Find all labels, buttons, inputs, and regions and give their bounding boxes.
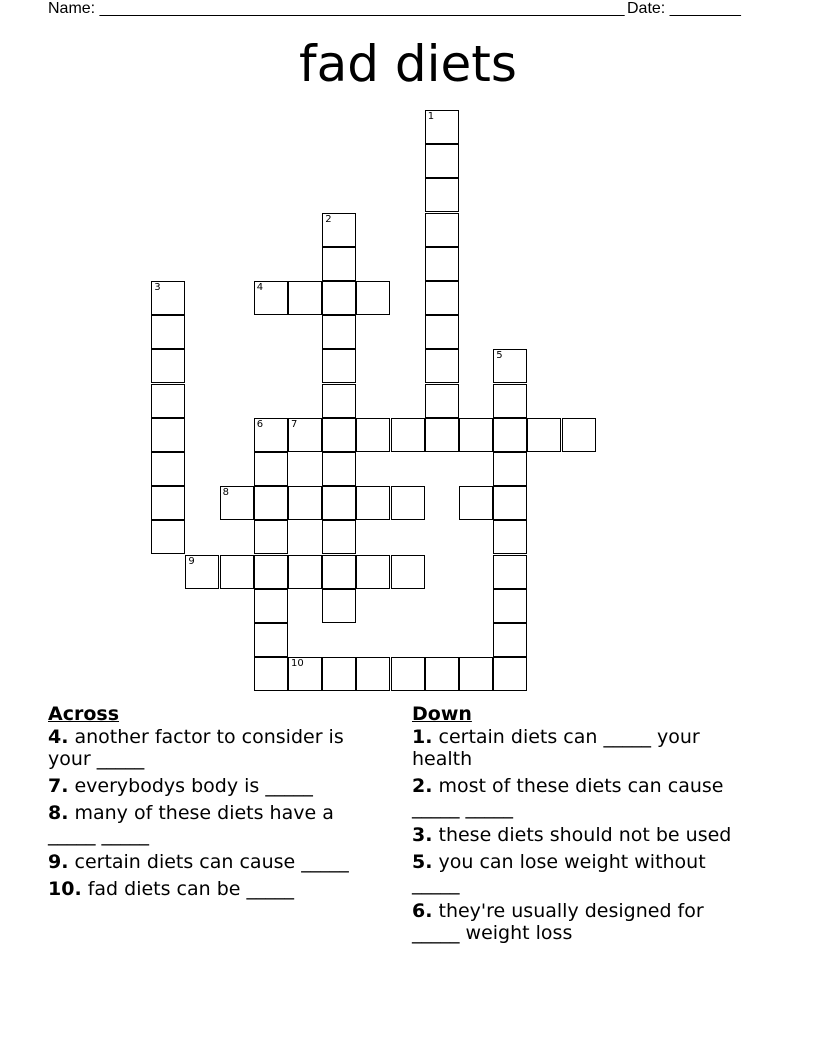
down-clue [412,900,752,944]
grid-cell[interactable] [425,281,459,315]
grid-cell[interactable] [322,520,356,554]
grid-cell[interactable] [288,657,322,691]
clue-text: many of these diets have a _____ _____ [48,802,334,846]
clue-text: everybodys body is _____ [68,775,313,797]
down-heading: Down [412,703,472,725]
grid-cell[interactable] [151,452,185,486]
clue-number: 4. [48,726,69,748]
grid-cell[interactable] [151,349,185,383]
down-clue [412,851,752,895]
grid-cell[interactable] [254,589,288,623]
down-clue [412,824,752,846]
clue-text: certain diets can _____ your health [412,726,700,770]
across-clue [48,851,378,873]
grid-cell[interactable] [151,384,185,418]
grid-cell[interactable] [493,623,527,657]
clue-number: 9. [48,851,69,873]
clue-number: 1. [412,726,433,748]
grid-cell[interactable] [322,452,356,486]
grid-cell[interactable] [151,281,185,315]
grid-cell[interactable] [527,418,561,452]
cell-number: 6 [256,418,264,430]
clue-number: 8. [48,802,69,824]
grid-cell[interactable] [391,418,425,452]
cell-number: 9 [188,555,195,567]
name-field-label: Name: ___________________________________________________________ [48,0,625,17]
down-clue [412,775,752,819]
clue-text: they're usually designed for _____ weight loss [412,900,704,944]
grid-cell[interactable] [185,555,219,589]
grid-cell[interactable] [493,520,527,554]
grid-cell[interactable] [493,452,527,486]
grid-cell[interactable] [425,418,459,452]
grid-cell[interactable] [493,418,527,452]
clue-number: 3. [412,824,433,846]
grid-cell[interactable] [356,486,390,520]
grid-cell[interactable] [254,520,288,554]
grid-cell[interactable] [493,384,527,418]
grid-cell[interactable] [322,555,356,589]
grid-cell[interactable] [425,178,459,212]
grid-cell[interactable] [493,657,527,691]
grid-cell[interactable] [151,418,185,452]
clue-text: certain diets can cause _____ [68,851,349,873]
grid-cell[interactable] [151,315,185,349]
date-field-label: Date: ________ [627,0,741,17]
grid-cell[interactable] [254,657,288,691]
grid-cell[interactable] [459,657,493,691]
clue-number: 5. [412,851,433,873]
grid-cell[interactable] [425,349,459,383]
grid-cell[interactable] [254,486,288,520]
grid-cell[interactable] [425,657,459,691]
grid-cell[interactable] [356,657,390,691]
grid-cell[interactable] [220,486,254,520]
cell-number: 10 [291,658,304,670]
grid-cell[interactable] [322,281,356,315]
grid-cell[interactable] [493,589,527,623]
across-clues [48,702,378,905]
grid-cell[interactable] [425,315,459,349]
grid-cell[interactable] [288,281,322,315]
clue-text: another factor to consider is your _____ [48,726,344,770]
grid-cell[interactable] [322,486,356,520]
grid-cell[interactable] [493,349,527,383]
grid-cell[interactable] [391,555,425,589]
clue-text: most of these diets can cause _____ _____ [412,775,724,819]
grid-cell[interactable] [493,555,527,589]
grid-cell[interactable] [356,418,390,452]
grid-cell[interactable] [425,247,459,281]
grid-cell[interactable] [322,384,356,418]
grid-cell[interactable] [151,520,185,554]
grid-cell[interactable] [391,657,425,691]
grid-cell[interactable] [322,657,356,691]
clue-number: 10. [48,878,82,900]
grid-cell[interactable] [356,555,390,589]
clue-number: 7. [48,775,69,797]
grid-cell[interactable] [562,418,596,452]
grid-cell[interactable] [356,281,390,315]
grid-cell[interactable] [425,384,459,418]
grid-cell[interactable] [425,213,459,247]
clue-text: these diets should not be used [432,824,732,846]
grid-cell[interactable] [391,486,425,520]
grid-cell[interactable] [288,555,322,589]
grid-cell[interactable] [425,110,459,144]
cell-number: 7 [291,418,298,430]
grid-cell[interactable] [151,486,185,520]
grid-cell[interactable] [288,418,322,452]
grid-cell[interactable] [254,281,288,315]
across-clue [48,802,378,846]
grid-cell[interactable] [459,418,493,452]
down-clues [412,702,752,949]
grid-cell[interactable] [322,247,356,281]
across-clue [48,726,378,770]
cell-number: 3 [154,282,161,293]
cell-number: 2 [325,213,332,225]
grid-cell[interactable] [254,555,288,589]
cell-number: 8 [222,487,229,499]
cell-number: 1 [427,111,435,122]
clue-number: 6. [412,900,433,922]
grid-cell[interactable] [322,315,356,349]
cell-number: 5 [496,350,503,362]
grid-cell[interactable] [254,452,288,486]
clue-number: 2. [412,775,433,797]
page-title: fad diets [299,35,517,93]
across-heading: Across [48,703,120,725]
across-clue [48,878,378,900]
cell-number: 4 [256,282,264,293]
across-clue [48,775,378,797]
grid-cell[interactable] [493,486,527,520]
grid-cell[interactable] [254,623,288,657]
grid-cell[interactable] [322,589,356,623]
grid-cell[interactable] [322,213,356,247]
clue-text: you can lose weight without _____ [412,851,706,895]
clue-text: fad diets can be _____ [81,878,295,900]
grid-cell[interactable] [254,418,288,452]
grid-cell[interactable] [322,418,356,452]
grid-cell[interactable] [220,555,254,589]
grid-cell[interactable] [322,349,356,383]
down-clue [412,726,752,770]
grid-cell[interactable] [459,486,493,520]
grid-cell[interactable] [288,486,322,520]
grid-cell[interactable] [425,144,459,178]
